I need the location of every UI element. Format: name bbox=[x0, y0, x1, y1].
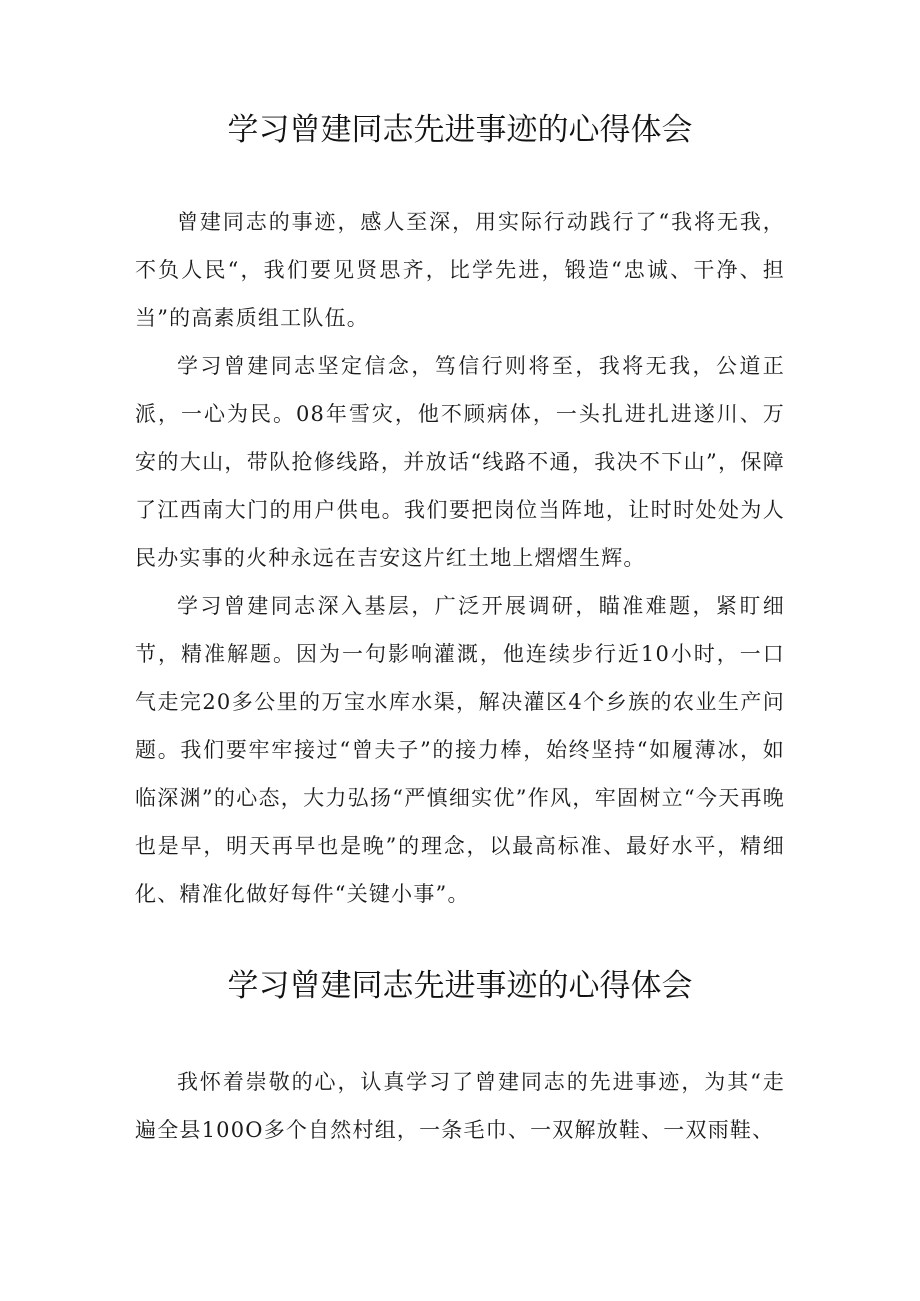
paragraph: 我怀着崇敬的心，认真学习了曾建同志的先进事迹，为其“走遍全县100O多个自然村组，一条毛巾、一双解放鞋、一双雨鞋、 bbox=[135, 1070, 785, 1142]
section-2-heading bbox=[135, 966, 785, 1006]
paragraph: 学习曾建同志深入基层，广泛开展调研，瞄准难题，紧盯细节，精准解题。因为一句影响灌溉，他连续步行近10小时，一口气走完20多公里的万宝水库水渠，解决灌区4个乡族的农业生产问题。我们要牢牢接过“曾夫子”的接力棒，始终坚持“如履薄冰，如临深渊”的心态，大力弘扬“严慎细实优”作风，牢固树立“今天再晚也是早，明天再早也是晚”的理念，以最高标准、最好水平，精细化、精准化做好每件“关键小事”。 bbox=[135, 594, 785, 906]
section-title: 学习曾建同志先进事迹的心得体会 bbox=[227, 968, 693, 1004]
paragraph: 曾建同志的事迹，感人至深，用实际行动践行了“我将无我，不负人民“，我们要见贤思齐，比学先进，锻造“忠诚、干净、担当”的高素质组工队伍。 bbox=[135, 210, 785, 330]
paragraph: 学习曾建同志坚定信念，笃信行则将至，我将无我，公道正派，一心为民。08年雪灾，他不顾病体，一头扎进扎进遂川、万安的大山，带队抢修线路，并放话“线路不通，我决不下山”，保障了江西南大门的用户供电。我们要把岗位当阵地，让时时处处为人民办实事的火种永远在吉安这片红土地上熠熠生辉。 bbox=[135, 354, 785, 570]
section-1-body bbox=[135, 198, 785, 918]
page-title: 学习曾建同志先进事迹的心得体会 bbox=[227, 112, 693, 148]
section-1-heading bbox=[135, 110, 785, 150]
section-2-body bbox=[135, 1058, 785, 1154]
